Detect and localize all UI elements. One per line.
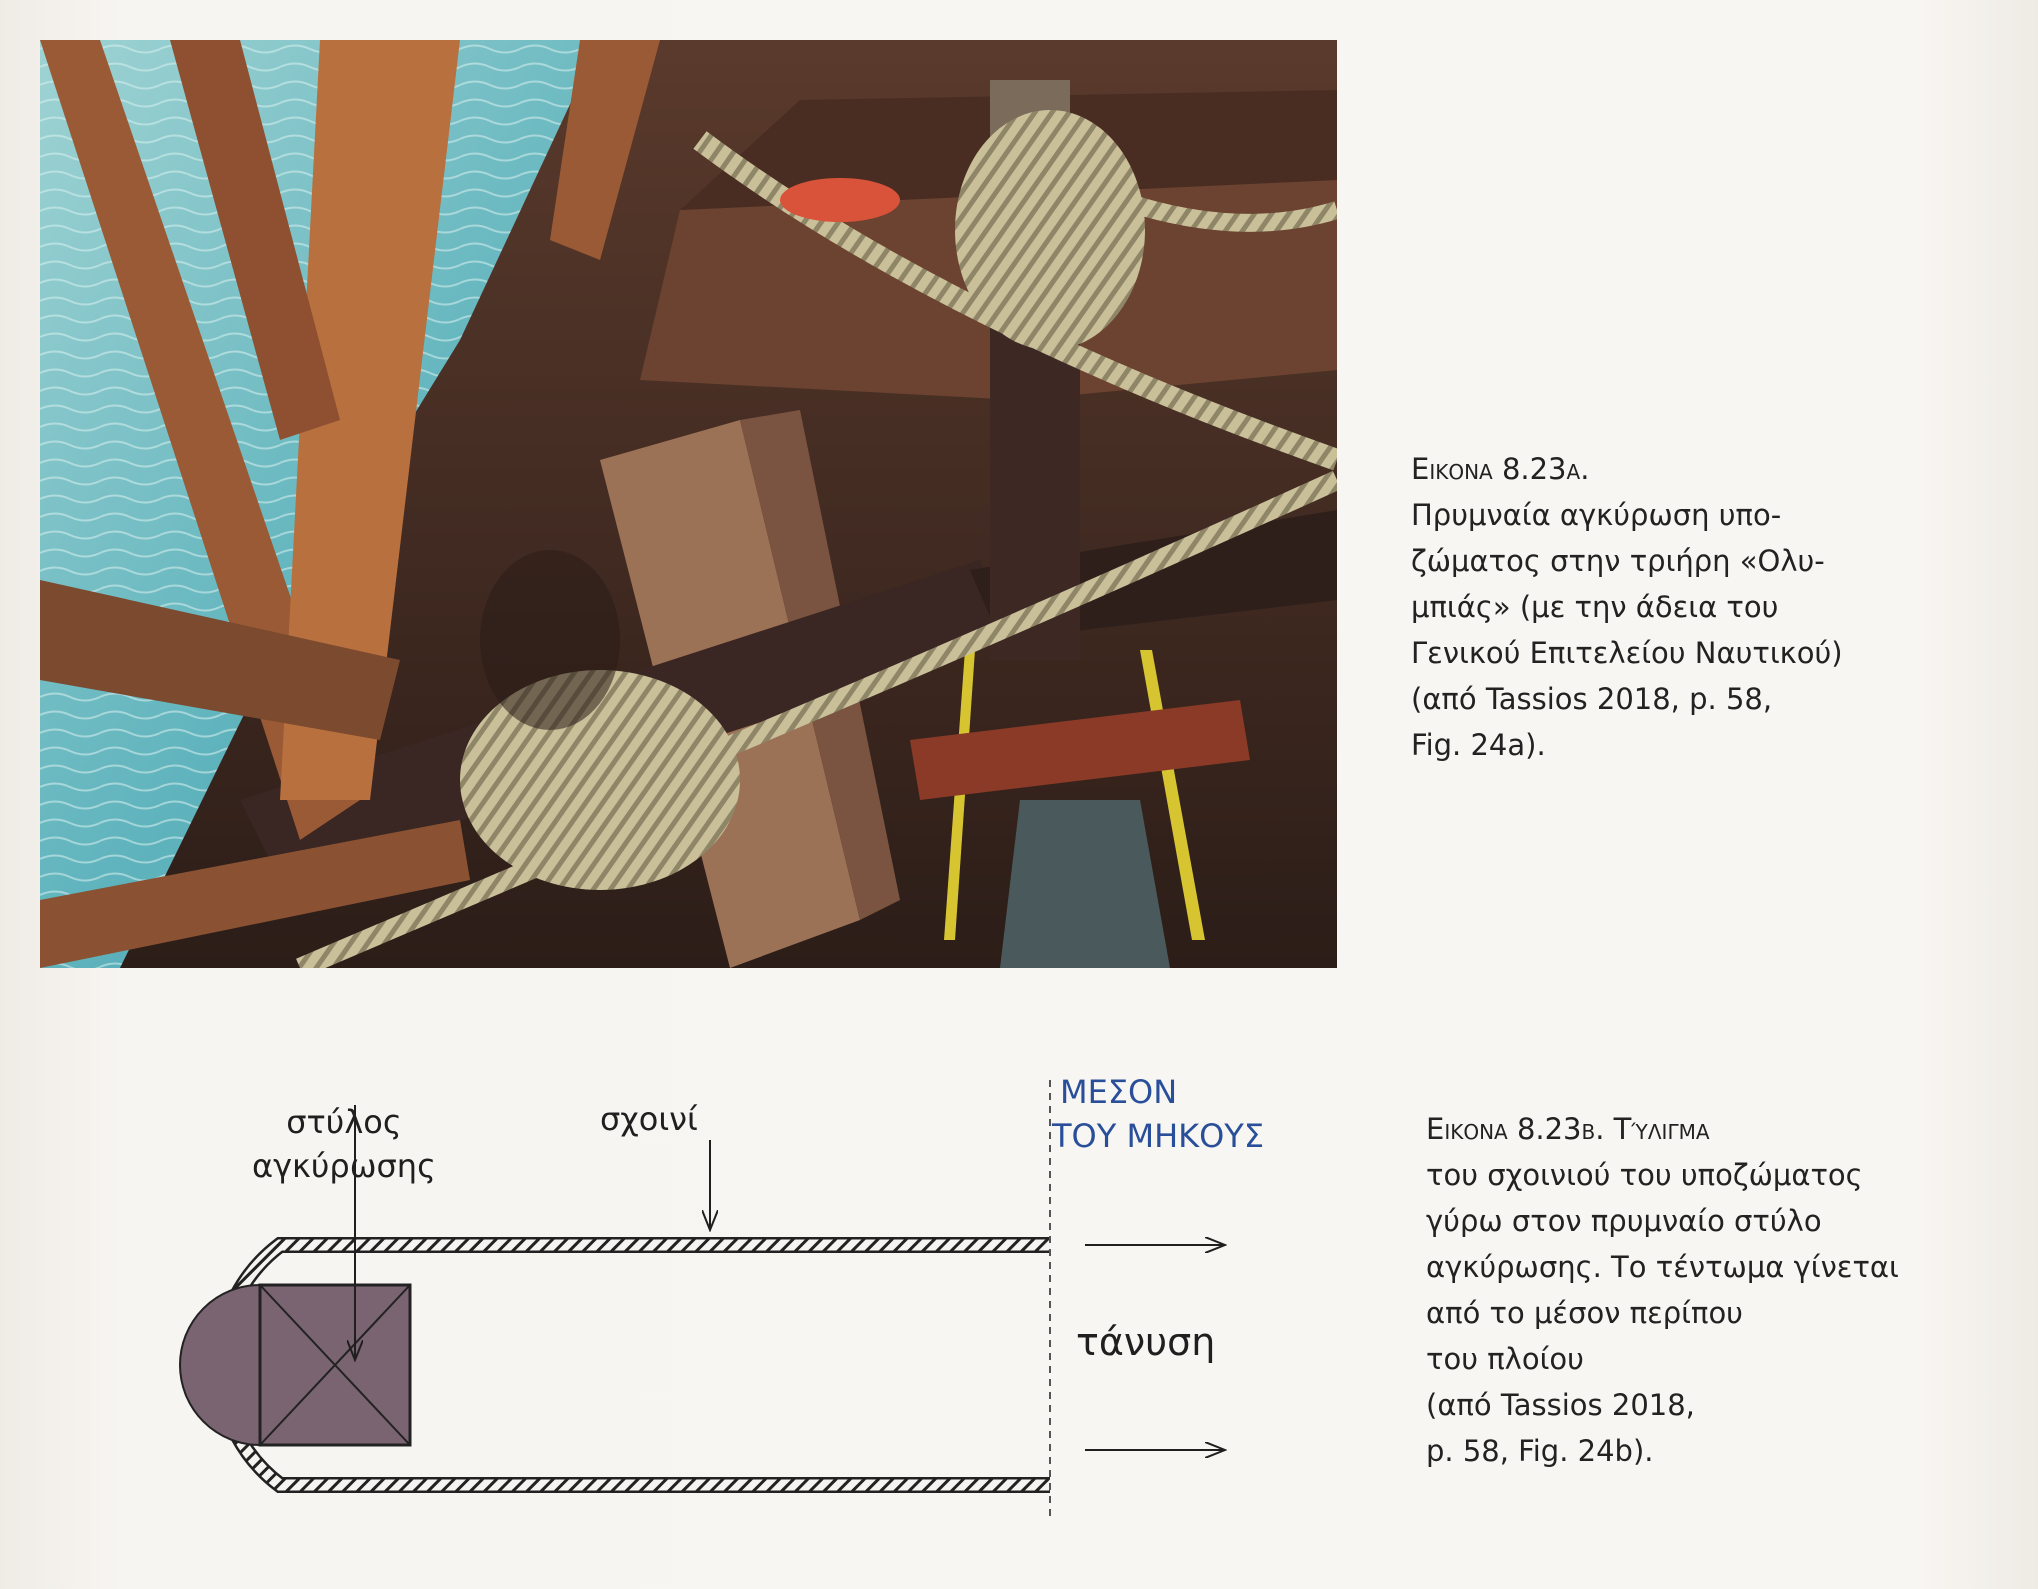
figure-b-caption-line: (από Tassios 2018, <box>1426 1388 1695 1422</box>
figure-b-caption-line: p. 58, Fig. 24b). <box>1426 1434 1654 1468</box>
middle-label-line1: ΜΕΣΟΝ <box>1060 1073 1178 1111</box>
post-label <box>252 1100 436 1188</box>
figure-a-label: Εικονα 8.23α. <box>1411 452 1590 486</box>
figure-a-caption <box>1411 446 1843 768</box>
figure-b-caption-line: από το μέσον περίπου <box>1426 1296 1743 1330</box>
post-label-line1: στύλος <box>286 1103 402 1141</box>
figure-b-label: Εικονα 8.23β. Τύλιγμα <box>1426 1112 1710 1146</box>
figure-a-caption-line: (από Tassios 2018, p. 58, <box>1411 682 1773 716</box>
middle-of-length-label <box>1052 1070 1264 1158</box>
figure-a-caption-line: μπιάς» (με την άδεια του <box>1411 590 1779 624</box>
post-label-line2: αγκύρωσης <box>252 1147 436 1185</box>
figure-a-caption-line: ζώματος στην τριήρη «Ολυ- <box>1411 544 1825 578</box>
tension-label: τάνυση <box>1076 1320 1216 1364</box>
figure-b-caption-line: γύρω στον πρυμναίο στύλο <box>1426 1204 1822 1238</box>
figure-b-caption-line: του πλοίου <box>1426 1342 1584 1376</box>
figure-a-caption-line: Γενικού Επιτελείου Ναυτικού) <box>1411 636 1843 670</box>
middle-label-line2: ΤΟΥ ΜΗΚΟΥΣ <box>1052 1117 1265 1155</box>
photo-illustration <box>40 40 1337 968</box>
figure-a-caption-line: Fig. 24a). <box>1411 728 1546 762</box>
anchoring-post <box>180 1285 410 1445</box>
figure-a-caption-line: Πρυμναία αγκύρωση υπο- <box>1411 498 1782 532</box>
figure-b-caption-line: αγκύρωσης. Το τέντωμα γίνεται <box>1426 1250 1899 1284</box>
trireme-stern-photo <box>40 40 1337 968</box>
rope-label: σχοινί <box>600 1100 698 1138</box>
figure-b-caption <box>1426 1106 1899 1474</box>
figure-b-caption-line: του σχοινιού του υποζώματος <box>1426 1158 1863 1192</box>
